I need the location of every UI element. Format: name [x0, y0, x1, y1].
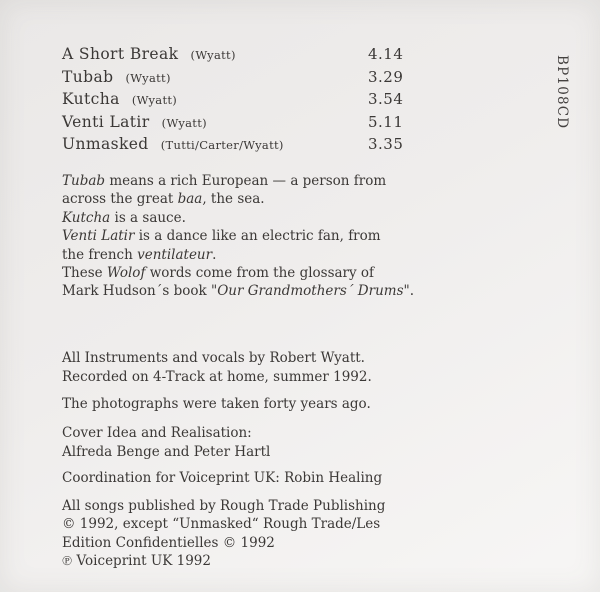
glossary-notes [62, 172, 512, 301]
track-duration: 3.29 [368, 67, 404, 86]
text-segment: across the great [62, 191, 178, 208]
glossary-line [62, 282, 512, 300]
text-segment: means a rich European — a person from [105, 172, 387, 189]
track-duration: 3.35 [368, 135, 404, 154]
publishing-line: © 1992, except “Unmasked“ Rough Trade/Les [62, 516, 381, 533]
track-row [62, 134, 512, 157]
track-title: Tubab [62, 67, 114, 86]
glossary-line [62, 172, 512, 190]
glossary-line [62, 246, 512, 264]
track-duration: 3.54 [368, 90, 404, 109]
track-title: Venti Latir [62, 112, 150, 131]
text-segment: is a dance like an electric fan, from [134, 228, 381, 245]
track-writers: (Wyatt) [131, 93, 178, 108]
text-segment: ventilateur [137, 246, 213, 263]
track-list [62, 44, 512, 157]
publishing-paragraph [62, 497, 512, 571]
text-segment: the french [62, 246, 138, 263]
track-title: Unmasked [62, 135, 149, 154]
track-duration: 4.14 [368, 45, 404, 63]
credit-line: The photographs were taken forty years ago. [62, 395, 371, 412]
text-segment: Mark Hudson´s book [62, 283, 211, 300]
text-segment: . [409, 283, 415, 300]
credit-line: All Instruments and vocals by Robert Wyatt. [62, 349, 365, 366]
glossary-line [62, 209, 512, 227]
text-segment: is a sauce. [110, 209, 186, 226]
text-segment: Venti Latir [62, 228, 135, 245]
glossary-line [62, 264, 512, 282]
text-segment: , the sea. [202, 191, 265, 208]
publishing-line: ℗ Voiceprint UK 1992 [62, 553, 211, 570]
glossary-line [62, 190, 512, 208]
glossary-line [62, 227, 512, 245]
track-title: A Short Break [62, 45, 179, 63]
credits-section [62, 349, 512, 571]
text-segment: Tubab [62, 172, 106, 189]
text-segment: These [62, 265, 107, 281]
credit-line: Coordination for Voiceprint UK: Robin Healing [62, 469, 383, 486]
publishing-line: Edition Confidentielles © 1992 [62, 534, 275, 551]
text-segment: . [212, 246, 217, 263]
track-duration: 5.11 [368, 112, 404, 131]
track-writers: (Wyatt) [161, 115, 207, 130]
track-row [62, 112, 512, 135]
credit-paragraph [62, 395, 512, 414]
catalog-number: BP108CD [554, 55, 570, 130]
text-segment: words come from the glossary of [145, 265, 375, 281]
credit-line: Recorded on 4-Track at home, summer 1992. [62, 368, 372, 385]
track-writers: (Tutti/Carter/Wyatt) [160, 138, 284, 153]
credit-paragraph [62, 349, 512, 387]
track-writers: (Wyatt) [190, 48, 236, 62]
text-segment: baa [177, 191, 203, 208]
credit-paragraph [62, 424, 512, 462]
track-row [62, 44, 512, 67]
track-writers: (Wyatt) [125, 70, 171, 85]
text-segment: "Our Grandmothers´ Drums" [211, 283, 410, 300]
credit-line: Cover Idea and Realisation: [62, 424, 252, 441]
credit-paragraph [62, 469, 512, 488]
cover-content [62, 44, 512, 571]
text-segment: Kutcha [62, 209, 111, 226]
credit-line: Alfreda Benge and Peter Hartl [62, 443, 271, 460]
track-row [62, 89, 512, 112]
track-title: Kutcha [62, 90, 120, 109]
publishing-line: All songs published by Rough Trade Publishing [62, 497, 386, 514]
track-row [62, 67, 512, 90]
text-segment: Wolof [106, 265, 146, 281]
